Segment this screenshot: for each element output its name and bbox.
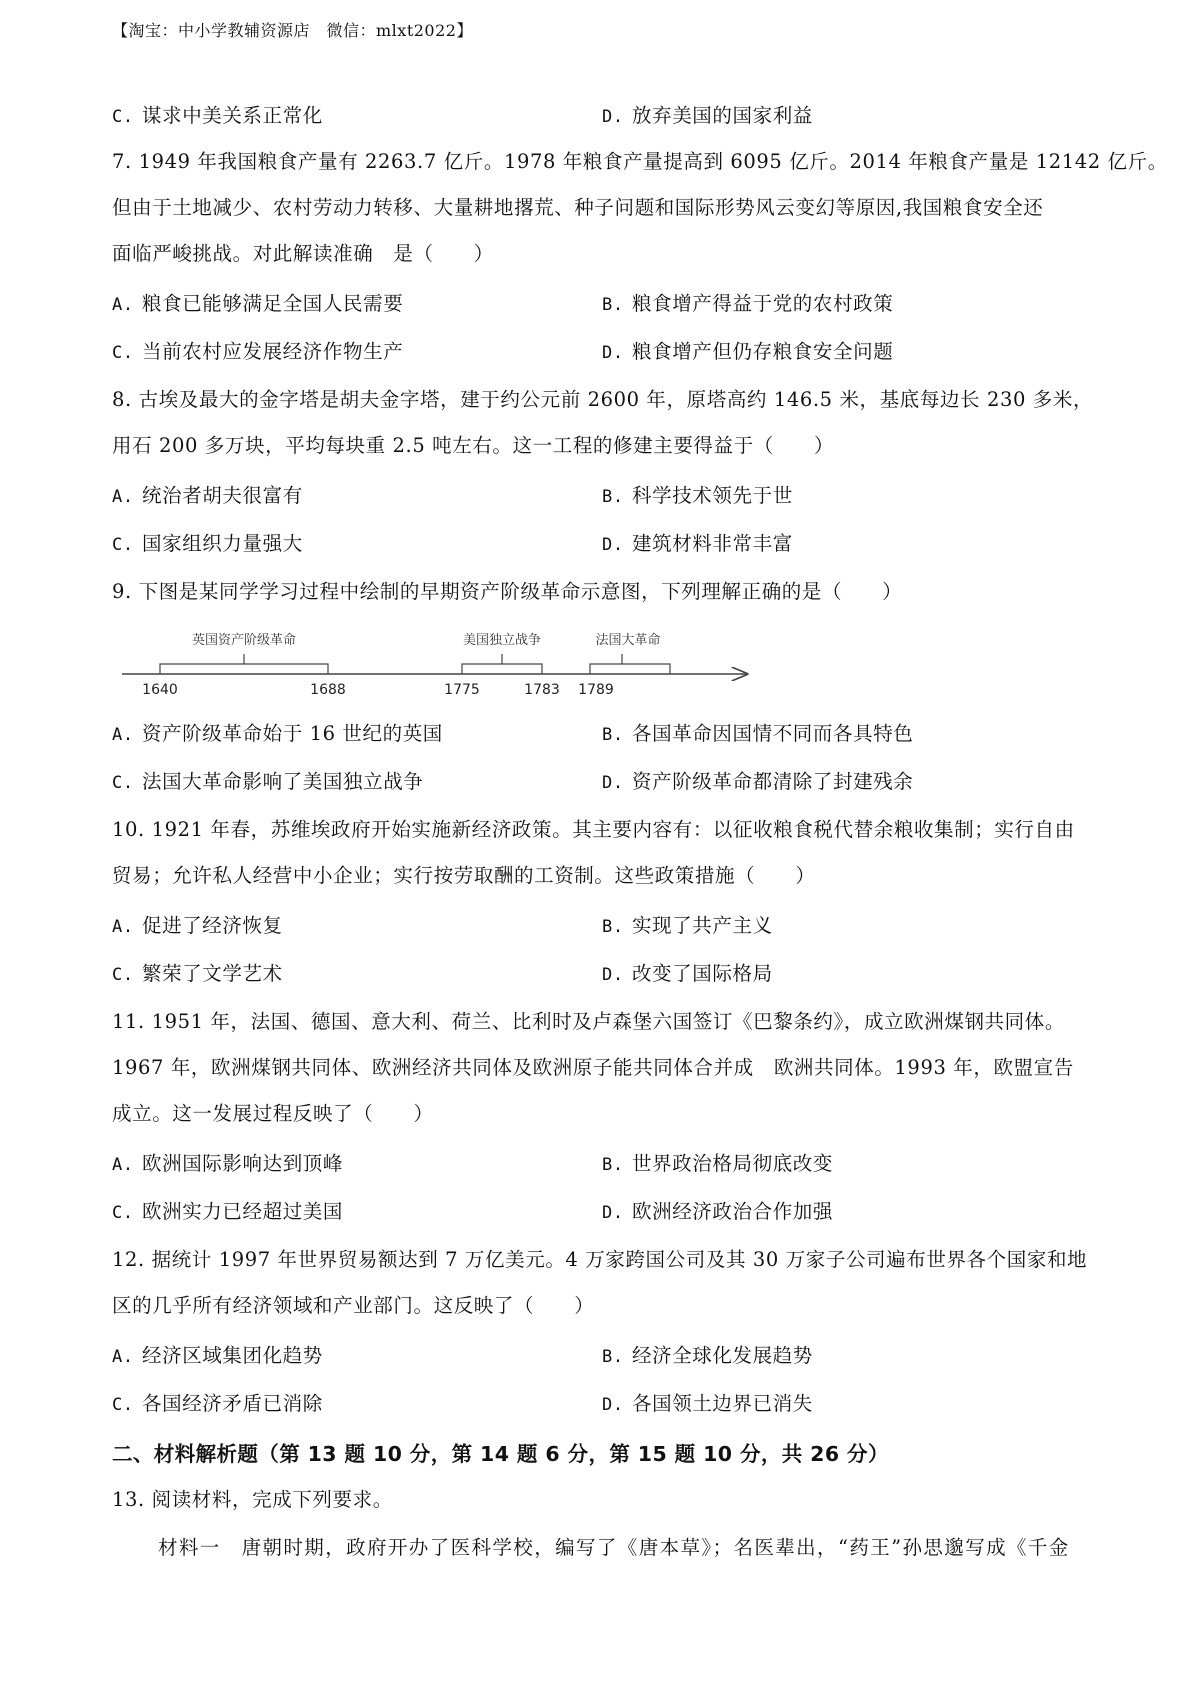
year-label-1775: 1775	[444, 682, 480, 698]
q8-line-1: 8. 古埃及最大的金字塔是胡夫金字塔，建于约公元前 2600 年，原塔高约 146.5 米，基底每边长 230 多米，	[112, 388, 1094, 411]
q7-option-b: B. 粮食增产得益于党的农村政策	[602, 292, 894, 315]
event-label-english-revolution: 英国资产阶级革命	[191, 633, 297, 648]
year-label-1789: 1789	[578, 682, 614, 698]
q10-option-a: A. 促进了经济恢复	[112, 914, 283, 937]
q8-option-c: C. 国家组织力量强大	[112, 532, 303, 555]
q6-option-c: C. 谋求中美关系正常化	[112, 104, 323, 127]
q8-option-b: B. 科学技术领先于世	[602, 484, 793, 507]
q7-line-2: 但由于土地减少、农村劳动力转移、大量耕地撂荒、种子问题和国际形势风云变幻等原因,我国粮食安全还	[112, 196, 1044, 219]
event-label-american-war: 美国独立战争	[462, 633, 542, 648]
q8-line-2: 用石 200 多万块，平均每块重 2.5 吨左右。这一工程的修建主要得益于（ ）	[112, 434, 835, 457]
q13-line-1: 13. 阅读材料，完成下列要求。	[112, 1488, 393, 1511]
q11-line-3: 成立。这一发展过程反映了（ ）	[112, 1102, 434, 1125]
year-label-1640: 1640	[142, 682, 178, 698]
revolution-timeline	[122, 620, 762, 700]
q8-option-d: D. 建筑材料非常丰富	[602, 532, 793, 555]
section-2-heading: 二、材料解析题（第 13 题 10 分，第 14 题 6 分，第 15 题 10 分，共 26 分）	[112, 1442, 889, 1466]
event-label-french-revolution: 法国大革命	[595, 633, 661, 648]
q9-option-b: B. 各国革命因国情不同而各具特色	[602, 722, 914, 745]
q11-line-1: 11. 1951 年，法国、德国、意大利、荷兰、比利时及卢森堡六国签订《巴黎条约》，成立欧洲煤钢共同体。	[112, 1010, 1065, 1033]
q7-option-c: C. 当前农村应发展经济作物生产	[112, 340, 404, 363]
q11-option-d: D. 欧洲经济政治合作加强	[602, 1200, 834, 1223]
q12-option-b: B. 经济全球化发展趋势	[602, 1344, 813, 1367]
q11-option-c: C. 欧洲实力已经超过美国	[112, 1200, 344, 1223]
q9-option-d: D. 资产阶级革命都清除了封建残余	[602, 770, 914, 793]
q10-line-2: 贸易；允许私人经营中小企业；实行按劳取酬的工资制。这些政策措施（ ）	[112, 864, 816, 887]
q7-option-a: A. 粮食已能够满足全国人民需要	[112, 292, 404, 315]
q12-option-c: C. 各国经济矛盾已消除	[112, 1392, 323, 1415]
q7-line-1: 7. 1949 年我国粮食产量有 2263.7 亿斤。1978 年粮食产量提高到 6095 亿斤。2014 年粮食产量是 12142 亿斤。	[112, 150, 1168, 173]
q11-option-b: B. 世界政治格局彻底改变	[602, 1152, 834, 1175]
q7-option-d: D. 粮食增产但仍存粮食安全问题	[602, 340, 894, 363]
q13-material-1: 材料一 唐朝时期，政府开办了医科学校，编写了《唐本草》；名医辈出，“药王”孙思邈写成《千金	[158, 1536, 1070, 1559]
bracket-american-war	[462, 664, 542, 674]
q10-option-d: D. 改变了国际格局	[602, 962, 773, 985]
bracket-english-revolution	[160, 664, 328, 674]
q12-line-2: 区的几乎所有经济领域和产业部门。这反映了（ ）	[112, 1294, 595, 1317]
q7-line-3: 面临严峻挑战。对此解读准确 是（ ）	[112, 242, 494, 265]
header-watermark: 【淘宝：中小学教辅资源店 微信：mlxt2022】	[112, 21, 473, 40]
q10-option-b: B. 实现了共产主义	[602, 914, 773, 937]
q6-option-d: D. 放弃美国的国家利益	[602, 104, 813, 127]
q10-line-1: 10. 1921 年春，苏维埃政府开始实施新经济政策。其主要内容有：以征收粮食税代替余粮收集制；实行自由	[112, 818, 1075, 841]
bracket-french-revolution	[590, 664, 670, 674]
q8-option-a: A. 统治者胡夫很富有	[112, 484, 303, 507]
q9-option-c: C. 法国大革命影响了美国独立战争	[112, 770, 424, 793]
q9-option-a: A. 资产阶级革命始于 16 世纪的英国	[112, 722, 443, 745]
q9-line-1: 9. 下图是某同学学习过程中绘制的早期资产阶级革命示意图，下列理解正确的是（ ）	[112, 580, 903, 603]
q12-option-a: A. 经济区域集团化趋势	[112, 1344, 323, 1367]
q10-option-c: C. 繁荣了文学艺术	[112, 962, 283, 985]
q11-line-2: 1967 年，欧洲煤钢共同体、欧洲经济共同体及欧洲原子能共同体合并成 欧洲共同体。1993 年，欧盟宣告	[112, 1056, 1074, 1079]
year-label-1688: 1688	[310, 682, 346, 698]
q12-line-1: 12. 据统计 1997 年世界贸易额达到 7 万亿美元。4 万家跨国公司及其 30 万家子公司遍布世界各个国家和地	[112, 1248, 1088, 1271]
year-label-1783: 1783	[524, 682, 560, 698]
q11-option-a: A. 欧洲国际影响达到顶峰	[112, 1152, 344, 1175]
q12-option-d: D. 各国领土边界已消失	[602, 1392, 813, 1415]
timeline-svg	[122, 620, 762, 700]
